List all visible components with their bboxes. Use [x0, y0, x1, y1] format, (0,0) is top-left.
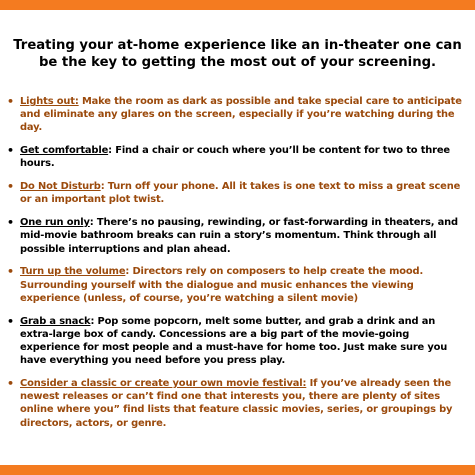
tip-separator: : [100, 181, 108, 193]
top-accent-bar [0, 0, 475, 10]
tip-one-run-only [6, 216, 468, 256]
bullet-icon: • [7, 144, 14, 158]
tip-title: Turn up the volume [20, 266, 126, 278]
bullet-icon: • [7, 95, 14, 108]
tip-body: Make the room as dark as possible and take special care to anticipate and eliminate any glares on the screen, especially if you’re watching during the day. [20, 96, 462, 134]
tip-lights-out [6, 95, 468, 135]
tip-turn-up-the-volume [6, 265, 468, 305]
bullet-icon: • [7, 377, 14, 391]
tip-body: If you’ve already seen the newest releases or can’t find one that interests you, there are plenty of sites online where you” find lists that feature classic movies, series, or groupings by directors, actors, or genre. [20, 378, 453, 429]
page-heading: Treating your at-home experience like an in-theater one can be the key to getting the most out of your screening. [13, 38, 462, 70]
tip-title: Consider a classic or create your own movie festival: [20, 378, 307, 390]
tip-title: Get comfortable [20, 145, 109, 157]
bullet-icon: • [7, 216, 14, 230]
tip-consider-a-classic [6, 377, 468, 430]
tip-separator: : [90, 315, 98, 327]
tip-title: Do Not Disturb [20, 181, 101, 193]
bullet-icon: • [7, 314, 14, 328]
bottom-accent-bar [0, 465, 475, 475]
tip-separator: : [89, 217, 97, 229]
tip-do-not-disturb [6, 180, 468, 206]
tip-title: One run only [20, 217, 90, 229]
tips-list [6, 95, 468, 439]
tip-grab-a-snack [6, 315, 468, 368]
tip-get-comfortable [6, 144, 468, 170]
tip-body: Directors rely on composers to help create the mood. Surrounding yourself with the dialogue and music enhances the viewing experience (unless, of course, you’re watching a silent movie) [20, 266, 424, 304]
tip-body: There’s no pausing, rewinding, or fast-forwarding in theaters, and mid-movie bathroom breaks can ruin a story’s momentum. Think through all possible interruptions and plan ahead. [20, 217, 458, 255]
tip-separator: : [108, 145, 116, 157]
tip-body: Find a chair or couch where you’ll be content for two to three hours. [20, 145, 450, 170]
tip-separator: : [125, 266, 133, 278]
tip-title: Grab a snack [20, 315, 91, 327]
tip-body: Turn off your phone. All it takes is one text to miss a great scene or an important plot twist. [20, 181, 461, 206]
bullet-icon: • [7, 265, 14, 279]
tip-title: Lights out: [20, 96, 79, 107]
bullet-icon: • [7, 180, 14, 194]
tip-body: Pop some popcorn, melt some butter, and grab a drink and an extra-large box of candy. Concessions are a big part of the movie-going experience for most people and a must-have for home too. Just make sure you have everything you need before you press play. [20, 315, 448, 367]
